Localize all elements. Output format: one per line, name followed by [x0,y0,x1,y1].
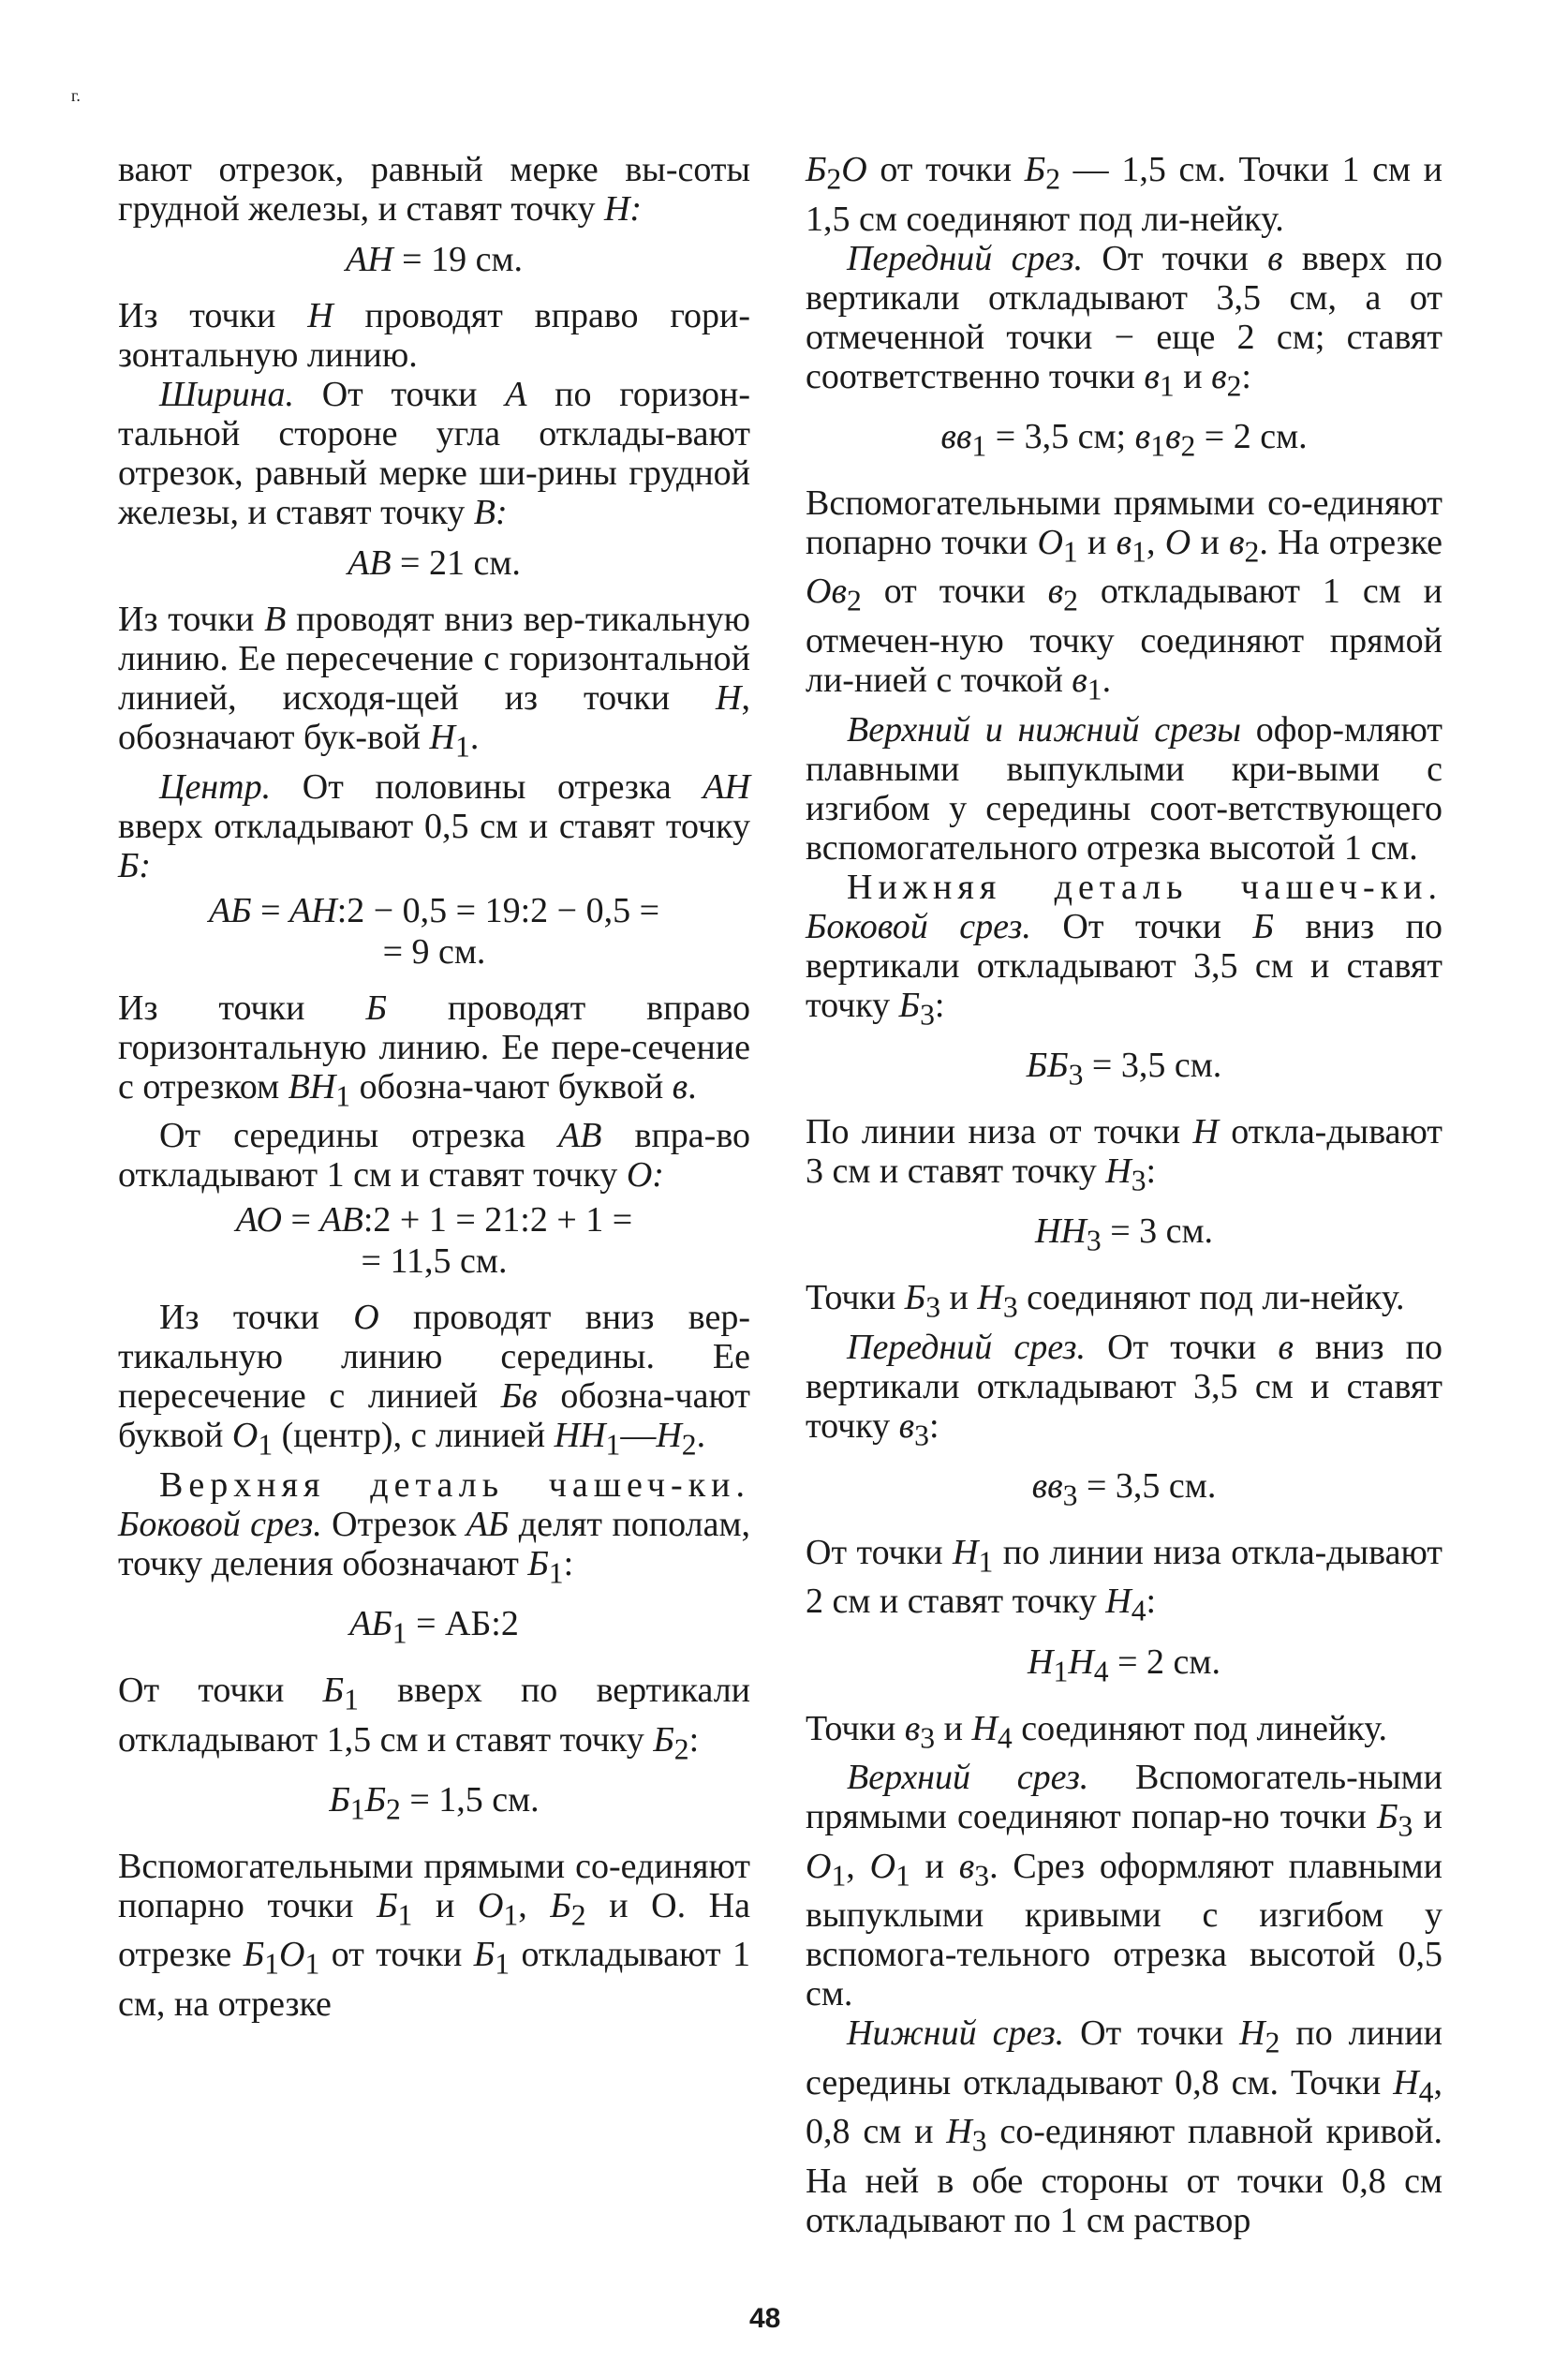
paragraph: Из точки В проводят вниз вер-тикальную линию. Ее пересечение с горизонтальной линией, исходя-щей из точки Н, обозначают бук-вой $Н_1$. [118,600,751,764]
paragraph: Нижняя деталь чашеч-ки. Боковой срез. От точки Б вниз по вертикали откладывают 3,5 см и ставят точку $Б_3$: [806,867,1443,1032]
paragraph: Из точки Н проводят вправо гори-зонтальную линию. [118,296,750,375]
formula: $вв_1 = 3,5$ см; $в_1в_2 = 2$ см. [940,417,1308,463]
formula: АО = АВ:2 + 1 = 21:2 + 1 = [235,1200,633,1240]
corner-mark: г. [71,86,81,105]
paragraph: От середины отрезка АВ впра-во откладывают 1 см и ставят точку О: [118,1116,751,1196]
paragraph: Передний срез. От точки в вверх по вертикали откладывают 3,5 см, а от отмеченной точки − еще 2 см; ставят соответственно точки $в_1$ и $в_2$: [806,238,1442,403]
paragraph: Точки $в_3$ и $Н_4$ соединяют под линейку. [806,1708,1387,1755]
paragraph: Вспомогательными прямыми со-единяют попарно точки $О_1$ и $в_1$, О и $в_2$. На отрезке $Ов_2$ от точки $в_2$ откладывают 1 см и отмечен-ную точку соединяют прямой ли-нией с точкой $в_1$. [806,483,1443,706]
formula: $НН_3 = 3$ см. [1034,1211,1214,1257]
right-column [806,150,1442,2240]
paragraph: Точки $Б_3$ и $Н_3$ соединяют под ли-нейку. [806,1277,1405,1324]
paragraph: Из точки О проводят вниз вер-тикальную линию середины. Ее пересечение с линией Бв обозна-чают буквой $О_1$ (центр), с линией $НН_1—Н_2$. [118,1298,751,1462]
formula: $Б_1Б_2 = 1,5$ см. [329,1780,540,1826]
paragraph: Верхний срез. Вспомогатель-ными прямыми соединяют попар-но точки $Б_3$ и $О_1$, $О_1$ и $в_3$. Срез оформляют плавными выпуклыми кривыми с изгибом у вспомога-тельного отрезка высотой 0,5 см. [806,1758,1443,2014]
paragraph: Центр. От половины отрезка АН вверх откладывают 0,5 см и ставят точку Б: [118,766,750,885]
paragraph: Из точки Б проводят вправо горизонтальную линию. Ее пере-сечение с отрезком $ВН_1$ обозна-чают буквой в. [118,988,751,1113]
formula: $АБ_1$ = АБ:2 [349,1604,519,1650]
left-column [118,150,750,2024]
formula: $ББ_3 = 3,5$ см. [1026,1046,1222,1092]
formula: = 9 см. [382,931,486,972]
paragraph: Нижний срез. От точки $Н_2$ по линии середины откладывают 0,8 см. Точки $Н_4$, 0,8 см и $Н_3$ со-единяют плавной кривой. На ней в обе стороны от точки 0,8 см откладывают по 1 см раствор [806,2013,1442,2241]
paragraph: Верхняя деталь чашеч-ки. Боковой срез. Отрезок АБ делят пополам, точку деления обозначают $Б_1$: [118,1464,751,1590]
page-number: 48 [749,2303,781,2334]
formula: АБ = АН:2 − 0,5 = 19:2 − 0,5 = [208,890,660,930]
formula: $Н_1Н_4 = 2$ см. [1028,1642,1220,1688]
formula: $вв_3 = 3,5$ см. [1031,1466,1217,1512]
paragraph: вают отрезок, равный мерке вы-соты грудной железы, и ставят точку Н: [118,150,750,229]
paragraph: Передний срез. От точки в вниз по вертикали откладывают 3,5 см и ставят точку $в_3$: [806,1327,1442,1452]
paragraph: По линии низа от точки Н откла-дывают 3 см и ставят точку $Н_3$: [806,1111,1443,1197]
paragraph: Вспомогательными прямыми со-единяют попарно точки $Б_1$ и $О_1$, $Б_2$ и О. На отрезке $Б_1О_1$ от точки $Б_1$ откладывают 1 см, на отрезке [118,1846,750,2024]
paragraph: Ширина. От точки А по горизон-тальной стороне угла отклады-вают отрезок, равный мерке ши-рины грудной железы, и ставят точку В: [118,375,750,532]
paragraph: От точки $Н_1$ по линии низа откла-дывают 2 см и ставят точку $Н_4$: [806,1532,1442,1627]
formula: АН = 19 см. [346,240,523,279]
paragraph: От точки $Б_1$ вверх по вертикали откладывают 1,5 см и ставят точку $Б_2$: [118,1670,750,1766]
formula: АВ = 21 см. [348,543,521,583]
paragraph: $Б_2О$ от точки $Б_2$ — 1,5 см. Точки 1 см и 1,5 см соединяют под ли-нейку. [806,150,1442,239]
formula: = 11,5 см. [361,1241,508,1282]
paragraph: Верхний и нижний срезы офор-мляют плавными выпуклыми кри-выми с изгибом у середины соот-ветствующего вспомогательного отрезка высотой 1 см. [806,709,1442,868]
